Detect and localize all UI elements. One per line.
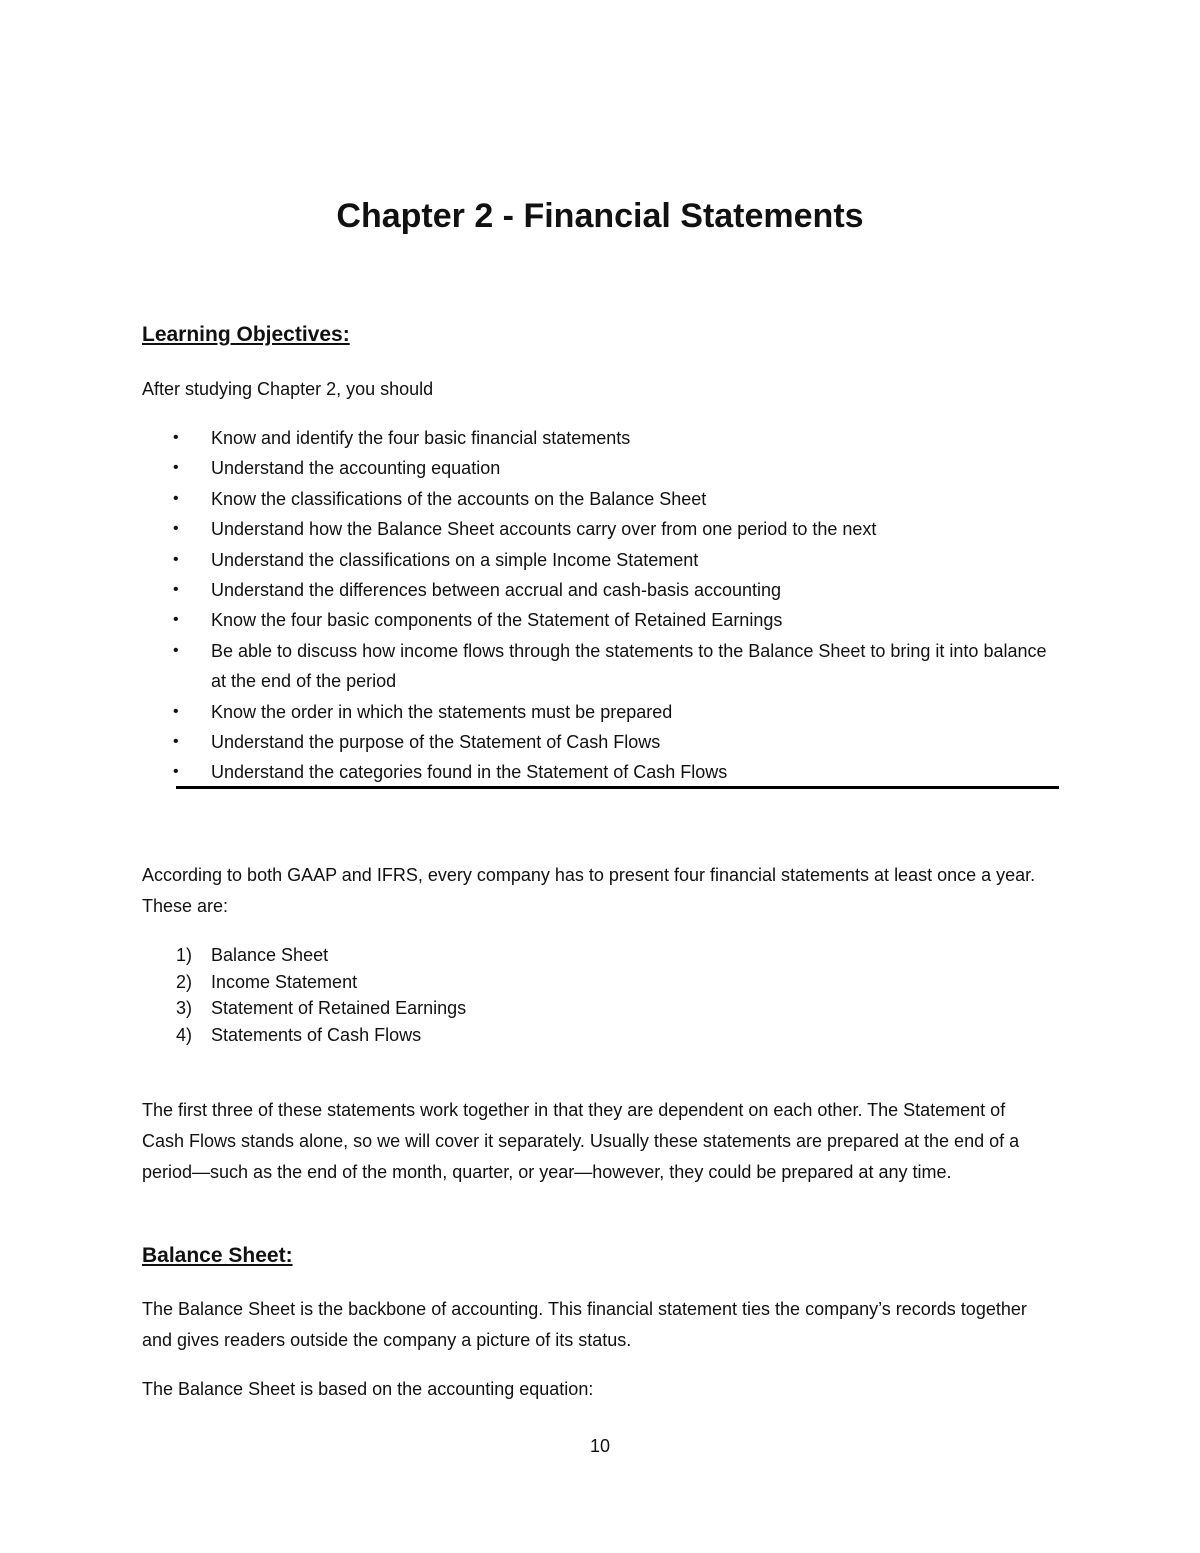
objective-text: Know the classifications of the accounts on the Balance Sheet xyxy=(211,488,707,509)
objective-text: Know the four basic components of the Statement of Retained Earnings xyxy=(211,610,783,631)
objective-item xyxy=(142,423,1062,453)
statement-label: Balance Sheet xyxy=(211,945,329,965)
statement-label: Statement of Retained Earnings xyxy=(211,998,467,1019)
objective-item xyxy=(142,575,1062,605)
objective-item xyxy=(142,636,1062,697)
bullet-icon: • xyxy=(173,611,179,629)
bullet-icon: • xyxy=(173,763,179,781)
bullet-icon: • xyxy=(173,489,179,507)
bullet-icon: • xyxy=(173,702,179,720)
page-number: 10 xyxy=(589,1436,611,1456)
bullet-icon: • xyxy=(173,733,179,751)
learning-objectives-heading: Learning Objectives: xyxy=(142,323,350,346)
chapter-title: Chapter 2 - Financial Statements xyxy=(336,197,864,235)
objective-text: Understand the differences between accrual and cash-basis accounting xyxy=(211,580,782,601)
objective-text: Know the order in which the statements must be prepared xyxy=(211,701,673,722)
objective-item xyxy=(142,605,1062,635)
statement-list-item xyxy=(142,1022,1062,1049)
section-divider xyxy=(176,786,1059,789)
objective-text: Understand the purpose of the Statement of Cash Flows xyxy=(211,732,661,753)
statement-list-item xyxy=(142,969,1062,996)
objective-item xyxy=(142,545,1062,575)
bullet-icon: • xyxy=(173,429,179,446)
objective-item xyxy=(142,484,1062,514)
balance-sheet-heading: Balance Sheet: xyxy=(142,1244,293,1267)
statement-list-item xyxy=(142,942,1062,969)
objective-text: Know and identify the four basic financial statements xyxy=(211,428,631,448)
bullet-icon: • xyxy=(173,459,179,477)
financial-statements-list xyxy=(142,942,1062,1048)
intro-paragraph: According to both GAAP and IFRS, every company has to present four financial statements at least once a year. These are: xyxy=(142,865,1036,916)
bullet-icon: • xyxy=(173,641,179,659)
statement-list-item xyxy=(142,995,1062,1022)
objective-text: Be able to discuss how income flows through the statements to the Balance Sheet to bring it into balance at the end of the period xyxy=(211,640,1047,692)
objective-text: Understand the accounting equation xyxy=(211,458,501,479)
bullet-icon: • xyxy=(173,581,179,599)
objective-text: Understand the categories found in the Statement of Cash Flows xyxy=(211,762,728,783)
list-number: 4) xyxy=(176,1024,193,1045)
objective-item xyxy=(142,697,1062,727)
bullet-icon: • xyxy=(173,520,179,538)
objective-item xyxy=(142,453,1062,483)
objective-text: Understand the classifications on a simple Income Statement xyxy=(211,549,699,570)
list-number: 3) xyxy=(176,998,193,1019)
learning-objectives-list xyxy=(142,423,1062,788)
objective-item xyxy=(142,757,1062,787)
statement-label: Statements of Cash Flows xyxy=(211,1024,422,1045)
objective-item xyxy=(142,514,1062,544)
statement-label: Income Statement xyxy=(211,971,358,992)
balance-sheet-paragraph-1: The Balance Sheet is the backbone of accounting. This financial statement ties the company’s records together and gives readers outside the company a picture of its status. xyxy=(142,1299,1027,1350)
objectives-intro: After studying Chapter 2, you should xyxy=(142,379,434,399)
balance-sheet-paragraph-2: The Balance Sheet is based on the accounting equation: xyxy=(142,1379,594,1399)
list-number: 2) xyxy=(176,971,193,992)
list-number: 1) xyxy=(176,945,193,965)
objective-text: Understand how the Balance Sheet accounts carry over from one period to the next xyxy=(211,519,877,540)
dependency-paragraph: The first three of these statements work together in that they are dependent on each other. The Statement of Cash Flows stands alone, so we will cover it separately. Usually these statements are prepared at the end of a period—such as the end of the month, quarter, or year—however, they could be prepared at any time. xyxy=(142,1100,1020,1182)
objective-item xyxy=(142,727,1062,757)
bullet-icon: • xyxy=(173,550,179,568)
